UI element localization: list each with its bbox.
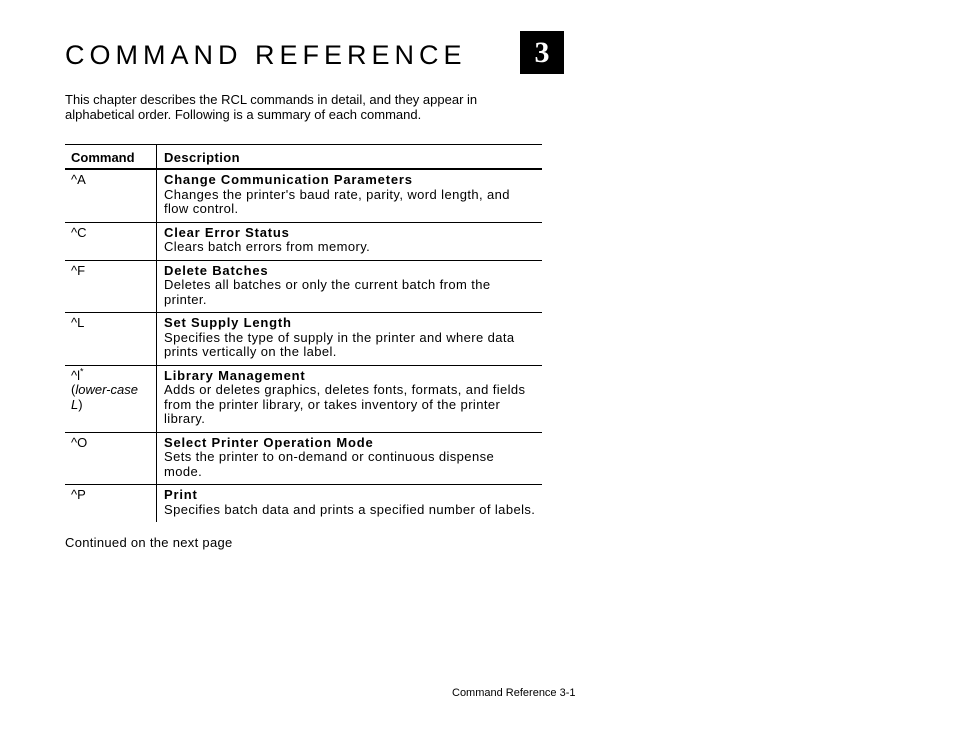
table-row bbox=[65, 260, 542, 313]
table-row bbox=[65, 222, 542, 260]
command-code: ^F bbox=[65, 260, 157, 313]
command-description: Adds or deletes graphics, deletes fonts, formats, and fields from the printer library, or takes inventory of the printer library. bbox=[164, 382, 526, 426]
command-description: Changes the printer's baud rate, parity, word length, and flow control. bbox=[164, 186, 510, 216]
command-description: Specifies the type of supply in the printer and where data prints vertically on the label. bbox=[164, 329, 515, 359]
page-footer: Command Reference 3-1 bbox=[452, 687, 576, 699]
command-summary-table bbox=[65, 144, 542, 522]
command-description-cell bbox=[157, 365, 543, 432]
column-header-description: Description bbox=[164, 149, 240, 165]
command-description-cell bbox=[157, 222, 543, 260]
table-header-row bbox=[65, 145, 542, 170]
command-code: ^L bbox=[65, 313, 157, 366]
footnote-marker: * bbox=[80, 366, 84, 377]
command-name: Select Printer Operation Mode bbox=[164, 434, 374, 450]
note-open-paren: ( bbox=[71, 382, 76, 397]
table-row bbox=[65, 365, 542, 432]
page-title: COMMAND REFERENCE bbox=[65, 40, 467, 70]
command-description: Clears batch errors from memory. bbox=[164, 239, 371, 254]
intro-paragraph: This chapter describes the RCL commands in detail, and they appear in alphabetical order. Following is a summary of each command. bbox=[65, 92, 478, 122]
command-name: Clear Error Status bbox=[164, 224, 290, 240]
command-description-cell bbox=[157, 169, 543, 222]
command-description: Specifies batch data and prints a specified number of labels. bbox=[164, 501, 536, 517]
command-description: Sets the printer to on-demand or continuous dispense mode. bbox=[164, 449, 495, 479]
command-code-note bbox=[71, 383, 150, 412]
chapter-number-badge: 3 bbox=[520, 31, 564, 74]
command-description-cell bbox=[157, 485, 543, 523]
command-code: ^O bbox=[65, 432, 157, 485]
command-description: Deletes all batches or only the current batch from the printer. bbox=[164, 277, 491, 307]
note-italic-text: lower-case L bbox=[71, 382, 138, 412]
command-description-cell bbox=[157, 260, 543, 313]
command-name: Print bbox=[164, 487, 198, 502]
command-description-cell bbox=[157, 313, 543, 366]
command-description-cell bbox=[157, 432, 543, 485]
command-code-cell bbox=[65, 365, 157, 432]
command-name: Delete Batches bbox=[164, 262, 269, 278]
command-code: ^l bbox=[71, 367, 80, 383]
table-row bbox=[65, 169, 542, 222]
command-name: Set Supply Length bbox=[164, 315, 292, 330]
command-code: ^P bbox=[65, 485, 157, 523]
command-name: Change Communication Parameters bbox=[164, 172, 413, 187]
command-code: ^C bbox=[65, 222, 157, 260]
note-close-paren: ) bbox=[78, 396, 83, 412]
table-row bbox=[65, 313, 542, 366]
command-code: ^A bbox=[65, 169, 157, 222]
table-row bbox=[65, 485, 542, 523]
continued-note: Continued on the next page bbox=[65, 535, 233, 550]
table-row bbox=[65, 432, 542, 485]
command-name: Library Management bbox=[164, 367, 306, 383]
column-header-command: Command bbox=[65, 145, 157, 170]
